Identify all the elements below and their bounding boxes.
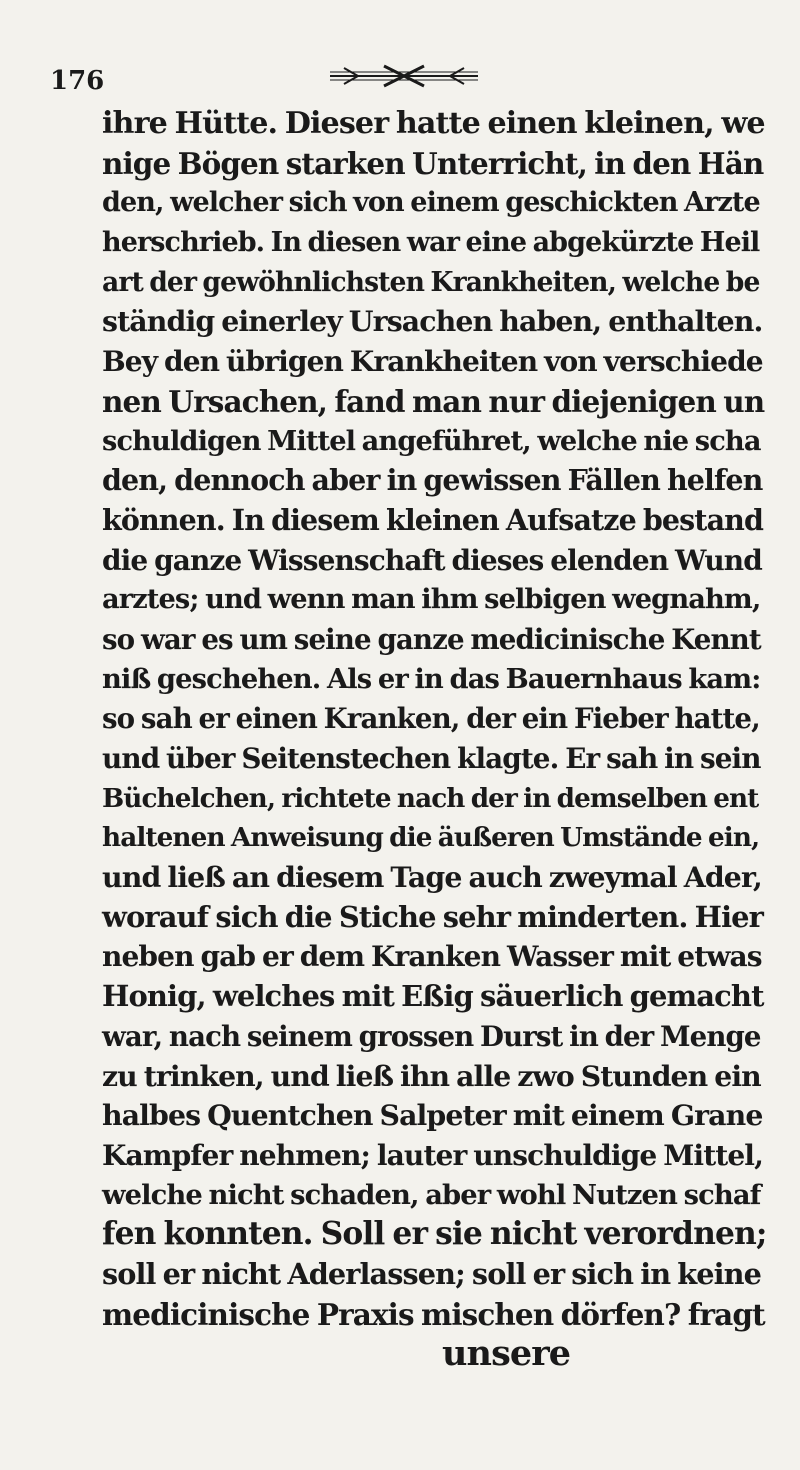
text-line: niß geschehen. Als er in das Bauernhaus kam: <box>102 662 761 695</box>
text-line: fen konnten. Soll er sie nicht verordnen; <box>102 1216 767 1253</box>
text-line: so sah er einen Kranken, der ein Fieber hatte, <box>102 702 760 736</box>
text-line: herschrieb. In diesen war eine abgekürzte Heil <box>102 227 760 259</box>
rule-ornament-icon <box>324 62 484 90</box>
text-line: war, nach seinem grossen Durst in der Menge <box>102 1019 761 1053</box>
text-line: nige Bögen starken Unterricht, in den Hän <box>102 145 764 181</box>
text-line: schuldigen Mittel angeführet, welche nie scha <box>102 424 761 457</box>
text-line: den, dennoch aber in gewissen Fällen helfen <box>102 463 763 498</box>
text-line: Bey den übrigen Krankheiten von verschiede <box>102 345 763 379</box>
text-line: und ließ an diesem Tage auch zweymal Ader, <box>102 860 762 895</box>
text-line: und über Seitenstechen klagte. Er sah in sein <box>102 742 761 775</box>
text-line: können. In diesem kleinen Aufsatze bestand <box>102 502 764 537</box>
text-line: art der gewöhnlichsten Krankheiten, welche be <box>102 266 760 298</box>
text-line: zu trinken, und ließ ihn alle zwo Stunden ein <box>102 1058 761 1093</box>
text-line: halbes Quentchen Salpeter mit einem Grane <box>102 1098 763 1133</box>
catchword: unsere <box>442 1333 571 1375</box>
page-header <box>40 60 760 100</box>
text-line: soll er nicht Aderlassen; soll er sich in keine <box>102 1256 762 1291</box>
text-line: Kampfer nehmen; lauter unschuldige Mittel, <box>102 1138 763 1172</box>
text-line: Büchelchen, richtete nach der in demselben ent <box>102 782 759 814</box>
body-text <box>102 104 772 1374</box>
text-line: welche nicht schaden, aber wohl Nutzen schaf <box>102 1178 761 1211</box>
text-line: Honig, welches mit Eßig säuerlich gemacht <box>102 979 764 1014</box>
text-line: arztes; und wenn man ihm selbigen wegnahm, <box>102 583 761 616</box>
text-line: ständig einerley Ursachen haben, enthalten. <box>102 304 763 339</box>
text-line: haltenen Anweisung die äußeren Umstände ein, <box>102 822 760 854</box>
text-line: den, welcher sich von einem geschickten Arzte <box>102 187 760 219</box>
page-number: 176 <box>50 66 105 96</box>
text-line: neben gab er dem Kranken Wasser mit etwas <box>102 940 762 974</box>
text-line: ihre Hütte. Dieser hatte einen kleinen, we <box>102 106 765 141</box>
text-line: nen Ursachen, fand man nur diejenigen un <box>102 383 765 419</box>
text-line: die ganze Wissenschaft dieses elenden Wund <box>102 543 762 577</box>
text-line: worauf sich die Stiche sehr minderten. Hier <box>102 899 763 934</box>
text-line: so war es um seine ganze medicinische Kennt <box>102 622 761 656</box>
text-line: medicinische Praxis mischen dörfen? fragt <box>102 1296 765 1332</box>
